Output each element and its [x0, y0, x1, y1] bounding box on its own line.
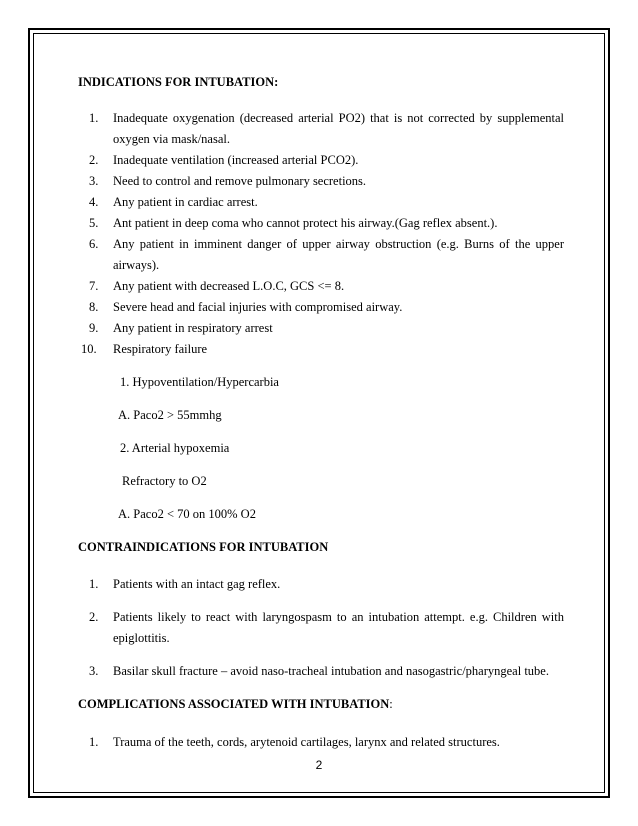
item-number: 9. — [89, 321, 99, 335]
complications-heading — [78, 694, 564, 715]
contraindications-list — [78, 574, 564, 682]
list-item — [78, 339, 564, 360]
item-text: Any patient in imminent danger of upper airway obstruction (e.g. Burns of the upper airways). — [113, 237, 564, 272]
item-number: 8. — [89, 300, 99, 314]
sub-line: A. Paco2 > 55mmhg — [118, 408, 222, 422]
item-text: Patients with an intact gag reflex. — [113, 577, 281, 591]
complications-list — [78, 732, 564, 753]
item-number: 10. — [81, 342, 97, 356]
item-number: 2. — [89, 610, 99, 624]
list-item — [78, 661, 564, 682]
item-number: 6. — [89, 237, 99, 251]
list-item — [78, 171, 564, 192]
item-number: 5. — [89, 216, 99, 230]
item-text: Inadequate oxygenation (decreased arterial PO2) that is not corrected by supplemental oxygen via mask/nasal. — [113, 111, 564, 146]
complications-heading-text: COMPLICATIONS ASSOCIATED WITH INTUBATION — [78, 697, 390, 711]
item-number: 3. — [89, 174, 99, 188]
list-item — [78, 607, 564, 649]
list-item — [78, 574, 564, 595]
item-number: 2. — [89, 153, 99, 167]
item-number: 3. — [89, 664, 99, 678]
list-item — [78, 732, 564, 753]
page-number: 2 — [315, 758, 323, 772]
item-text: Respiratory failure — [113, 342, 208, 356]
sub-line: 1. Hypoventilation/Hypercarbia — [120, 375, 279, 389]
list-item — [78, 234, 564, 276]
list-item — [78, 150, 564, 171]
list-item — [78, 192, 564, 213]
item-text: Any patient in respiratory arrest — [113, 321, 273, 335]
contraindications-heading: CONTRAINDICATIONS FOR INTUBATION — [78, 540, 329, 554]
item-text: Patients likely to react with laryngospasm to an intubation attempt. e.g. Children with epiglottitis. — [113, 610, 564, 645]
item-number: 1. — [89, 577, 99, 591]
list-item — [78, 318, 564, 339]
list-item — [78, 108, 564, 150]
document-body — [78, 72, 564, 753]
complications-heading-colon: : — [389, 697, 393, 711]
item-number: 1. — [89, 111, 99, 125]
item-text: Ant patient in deep coma who cannot protect his airway.(Gag reflex absent.). — [113, 216, 498, 230]
sub-line: 2. Arterial hypoxemia — [120, 441, 230, 455]
item-text: Need to control and remove pulmonary secretions. — [113, 174, 367, 188]
sub-line: Refractory to O2 — [122, 474, 207, 488]
item-number: 4. — [89, 195, 99, 209]
list-item — [78, 213, 564, 234]
item-text: Severe head and facial injuries with compromised airway. — [113, 300, 403, 314]
list-item — [78, 297, 564, 318]
item-text: Any patient in cardiac arrest. — [113, 195, 258, 209]
sub-line: A. Paco2 < 70 on 100% O2 — [118, 507, 256, 521]
item-number: 1. — [89, 735, 99, 749]
item-text: Inadequate ventilation (increased arterial PCO2). — [113, 153, 359, 167]
item-number: 7. — [89, 279, 99, 293]
item-text: Trauma of the teeth, cords, arytenoid cartilages, larynx and related structures. — [113, 735, 500, 749]
indications-list — [78, 108, 564, 360]
item-text: Any patient with decreased L.O.C, GCS <= 8. — [113, 279, 345, 293]
indications-heading: INDICATIONS FOR INTUBATION: — [78, 75, 279, 89]
list-item — [78, 276, 564, 297]
item-text: Basilar skull fracture – avoid naso-tracheal intubation and nasogastric/pharyngeal tube. — [113, 664, 549, 678]
